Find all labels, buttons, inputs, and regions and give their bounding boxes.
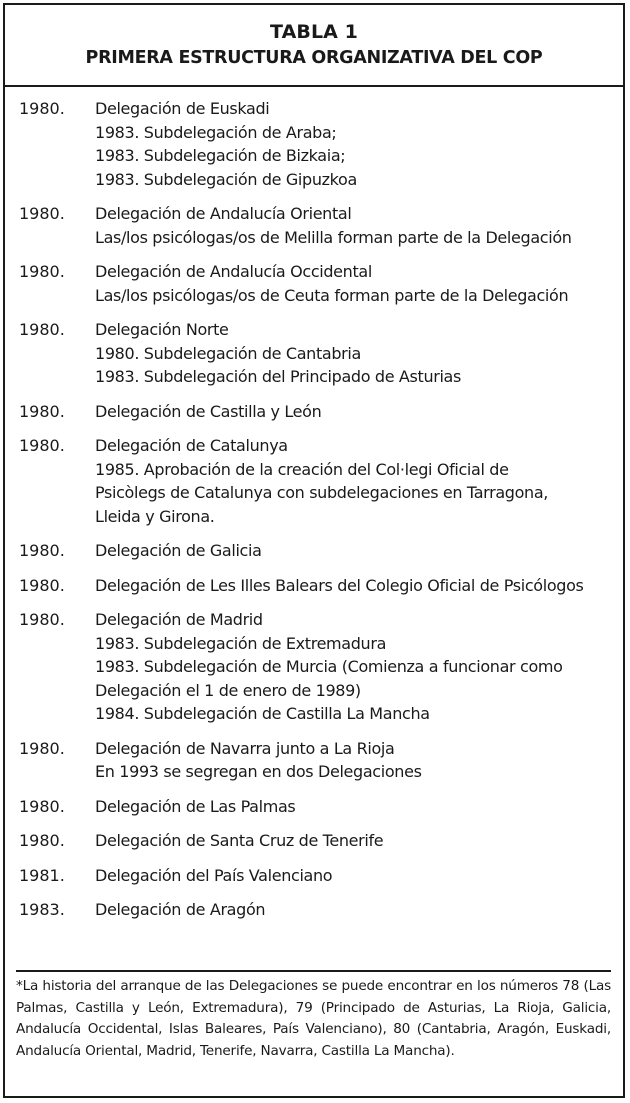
entry-year: 1980.: [19, 320, 65, 339]
table-number: TABLA 1: [269, 21, 359, 43]
list-item: [5, 202, 623, 249]
entry-year: 1980.: [19, 575, 65, 595]
entry-heading: Delegación de Les Illes Balears del Colegio Oficial de Psicólogos: [95, 575, 584, 595]
entry-detail: 1983. Subdelegación de Bizkaia;: [95, 146, 346, 165]
table-title-box: [5, 5, 623, 87]
entry-heading: Delegación de Galicia: [95, 541, 262, 560]
entry-detail: 1983. Subdelegación del Principado de Asturias: [95, 367, 461, 386]
entry-detail: 1983. Subdelegación de Gipuzkoa: [95, 169, 357, 189]
entry-year: 1980.: [19, 738, 65, 758]
entry-heading: Delegación de Las Palmas: [95, 796, 296, 816]
entry-detail: Delegación el 1 de enero de 1989): [95, 680, 361, 700]
entry-year: 1980.: [19, 436, 65, 455]
entry-body: [95, 574, 623, 598]
entry-year: 1980.: [19, 796, 65, 816]
entry-detail: Lleida y Girona.: [95, 506, 215, 526]
list-item: [5, 608, 623, 726]
entry-detail: 1980. Subdelegación de Cantabria: [95, 343, 361, 363]
entry-detail: En 1993 se segregan en dos Delegaciones: [95, 762, 422, 781]
entry-year: 1980.: [19, 99, 65, 118]
entry-heading: Delegación Norte: [95, 320, 229, 339]
entry-body: [95, 202, 623, 249]
list-item: [5, 829, 623, 853]
list-item: [5, 434, 623, 528]
entry-detail: Las/los psicólogas/os de Ceuta forman parte de la Delegación: [95, 285, 569, 305]
entry-body: [95, 400, 623, 424]
entry-heading: Delegación de Andalucía Oriental: [95, 204, 352, 223]
entry-body: [95, 260, 623, 307]
entry-detail: 1983. Subdelegación de Murcia (Comienza a funcionar como: [95, 657, 563, 676]
footnote: *La historia del arranque de las Delegaciones se puede encontrar en los números 78 (Las Palmas, Castilla y León, Extremadura), 79 (Principado de Asturias, La Rioja, Galicia, Andalucía Occidental, Islas Baleares, País Valenciano), 80 (Cantabria, Aragón, Euskadi, Andalucía Oriental, Madrid, Tenerife, Navarra, Castilla La Mancha).: [16, 970, 611, 1062]
entry-heading: Delegación de Castilla y León: [95, 401, 322, 421]
list-item: [5, 898, 623, 922]
list-item: [5, 795, 623, 819]
entry-year: 1980.: [19, 262, 65, 281]
entry-year: 1980.: [19, 541, 65, 560]
entry-detail: Psicòlegs de Catalunya con subdelegaciones en Tarragona,: [95, 483, 549, 502]
entry-detail: 1984. Subdelegación de Castilla La Mancha: [95, 704, 430, 723]
table-frame: [3, 3, 625, 1098]
entries-list: [5, 97, 623, 922]
entry-body: [95, 795, 623, 819]
entry-year: 1980.: [19, 831, 65, 850]
entry-year: 1981.: [19, 865, 65, 885]
entry-body: [95, 737, 623, 784]
entry-body: [95, 864, 623, 888]
entry-body: [95, 97, 623, 191]
list-item: [5, 318, 623, 389]
entry-detail: 1983. Subdelegación de Extremadura: [95, 633, 387, 653]
list-item: [5, 400, 623, 424]
entry-heading: Delegación de Aragón: [95, 900, 266, 919]
entry-heading: Delegación del País Valenciano: [95, 865, 333, 885]
entry-year: 1980.: [19, 401, 65, 421]
entry-body: [95, 434, 623, 528]
entry-detail: 1985. Aprobación de la creación del Col·legi Oficial de: [95, 459, 509, 479]
entry-body: [95, 608, 623, 726]
list-item: [5, 97, 623, 191]
table-title: PRIMERA ESTRUCTURA ORGANIZATIVA DEL COP: [85, 48, 543, 68]
entry-body: [95, 539, 623, 563]
entry-body: [95, 318, 623, 389]
list-item: [5, 260, 623, 307]
entry-year: 1983.: [19, 900, 65, 919]
entry-heading: Delegación de Euskadi: [95, 99, 270, 118]
entry-year: 1980.: [19, 204, 65, 223]
entry-heading: Delegación de Navarra junto a La Rioja: [95, 738, 395, 758]
list-item: [5, 737, 623, 784]
entry-year: 1980.: [19, 610, 65, 629]
list-item: [5, 864, 623, 888]
entry-body: [95, 898, 623, 922]
list-item: [5, 539, 623, 563]
entry-detail: 1983. Subdelegación de Araba;: [95, 122, 337, 142]
list-item: [5, 574, 623, 598]
entry-heading: Delegación de Santa Cruz de Tenerife: [95, 831, 384, 850]
entry-heading: Delegación de Andalucía Occidental: [95, 262, 372, 281]
entry-heading: Delegación de Madrid: [95, 610, 263, 629]
entry-body: [95, 829, 623, 853]
entry-detail: Las/los psicólogas/os de Melilla forman parte de la Delegación: [95, 227, 572, 247]
entry-heading: Delegación de Catalunya: [95, 436, 288, 455]
